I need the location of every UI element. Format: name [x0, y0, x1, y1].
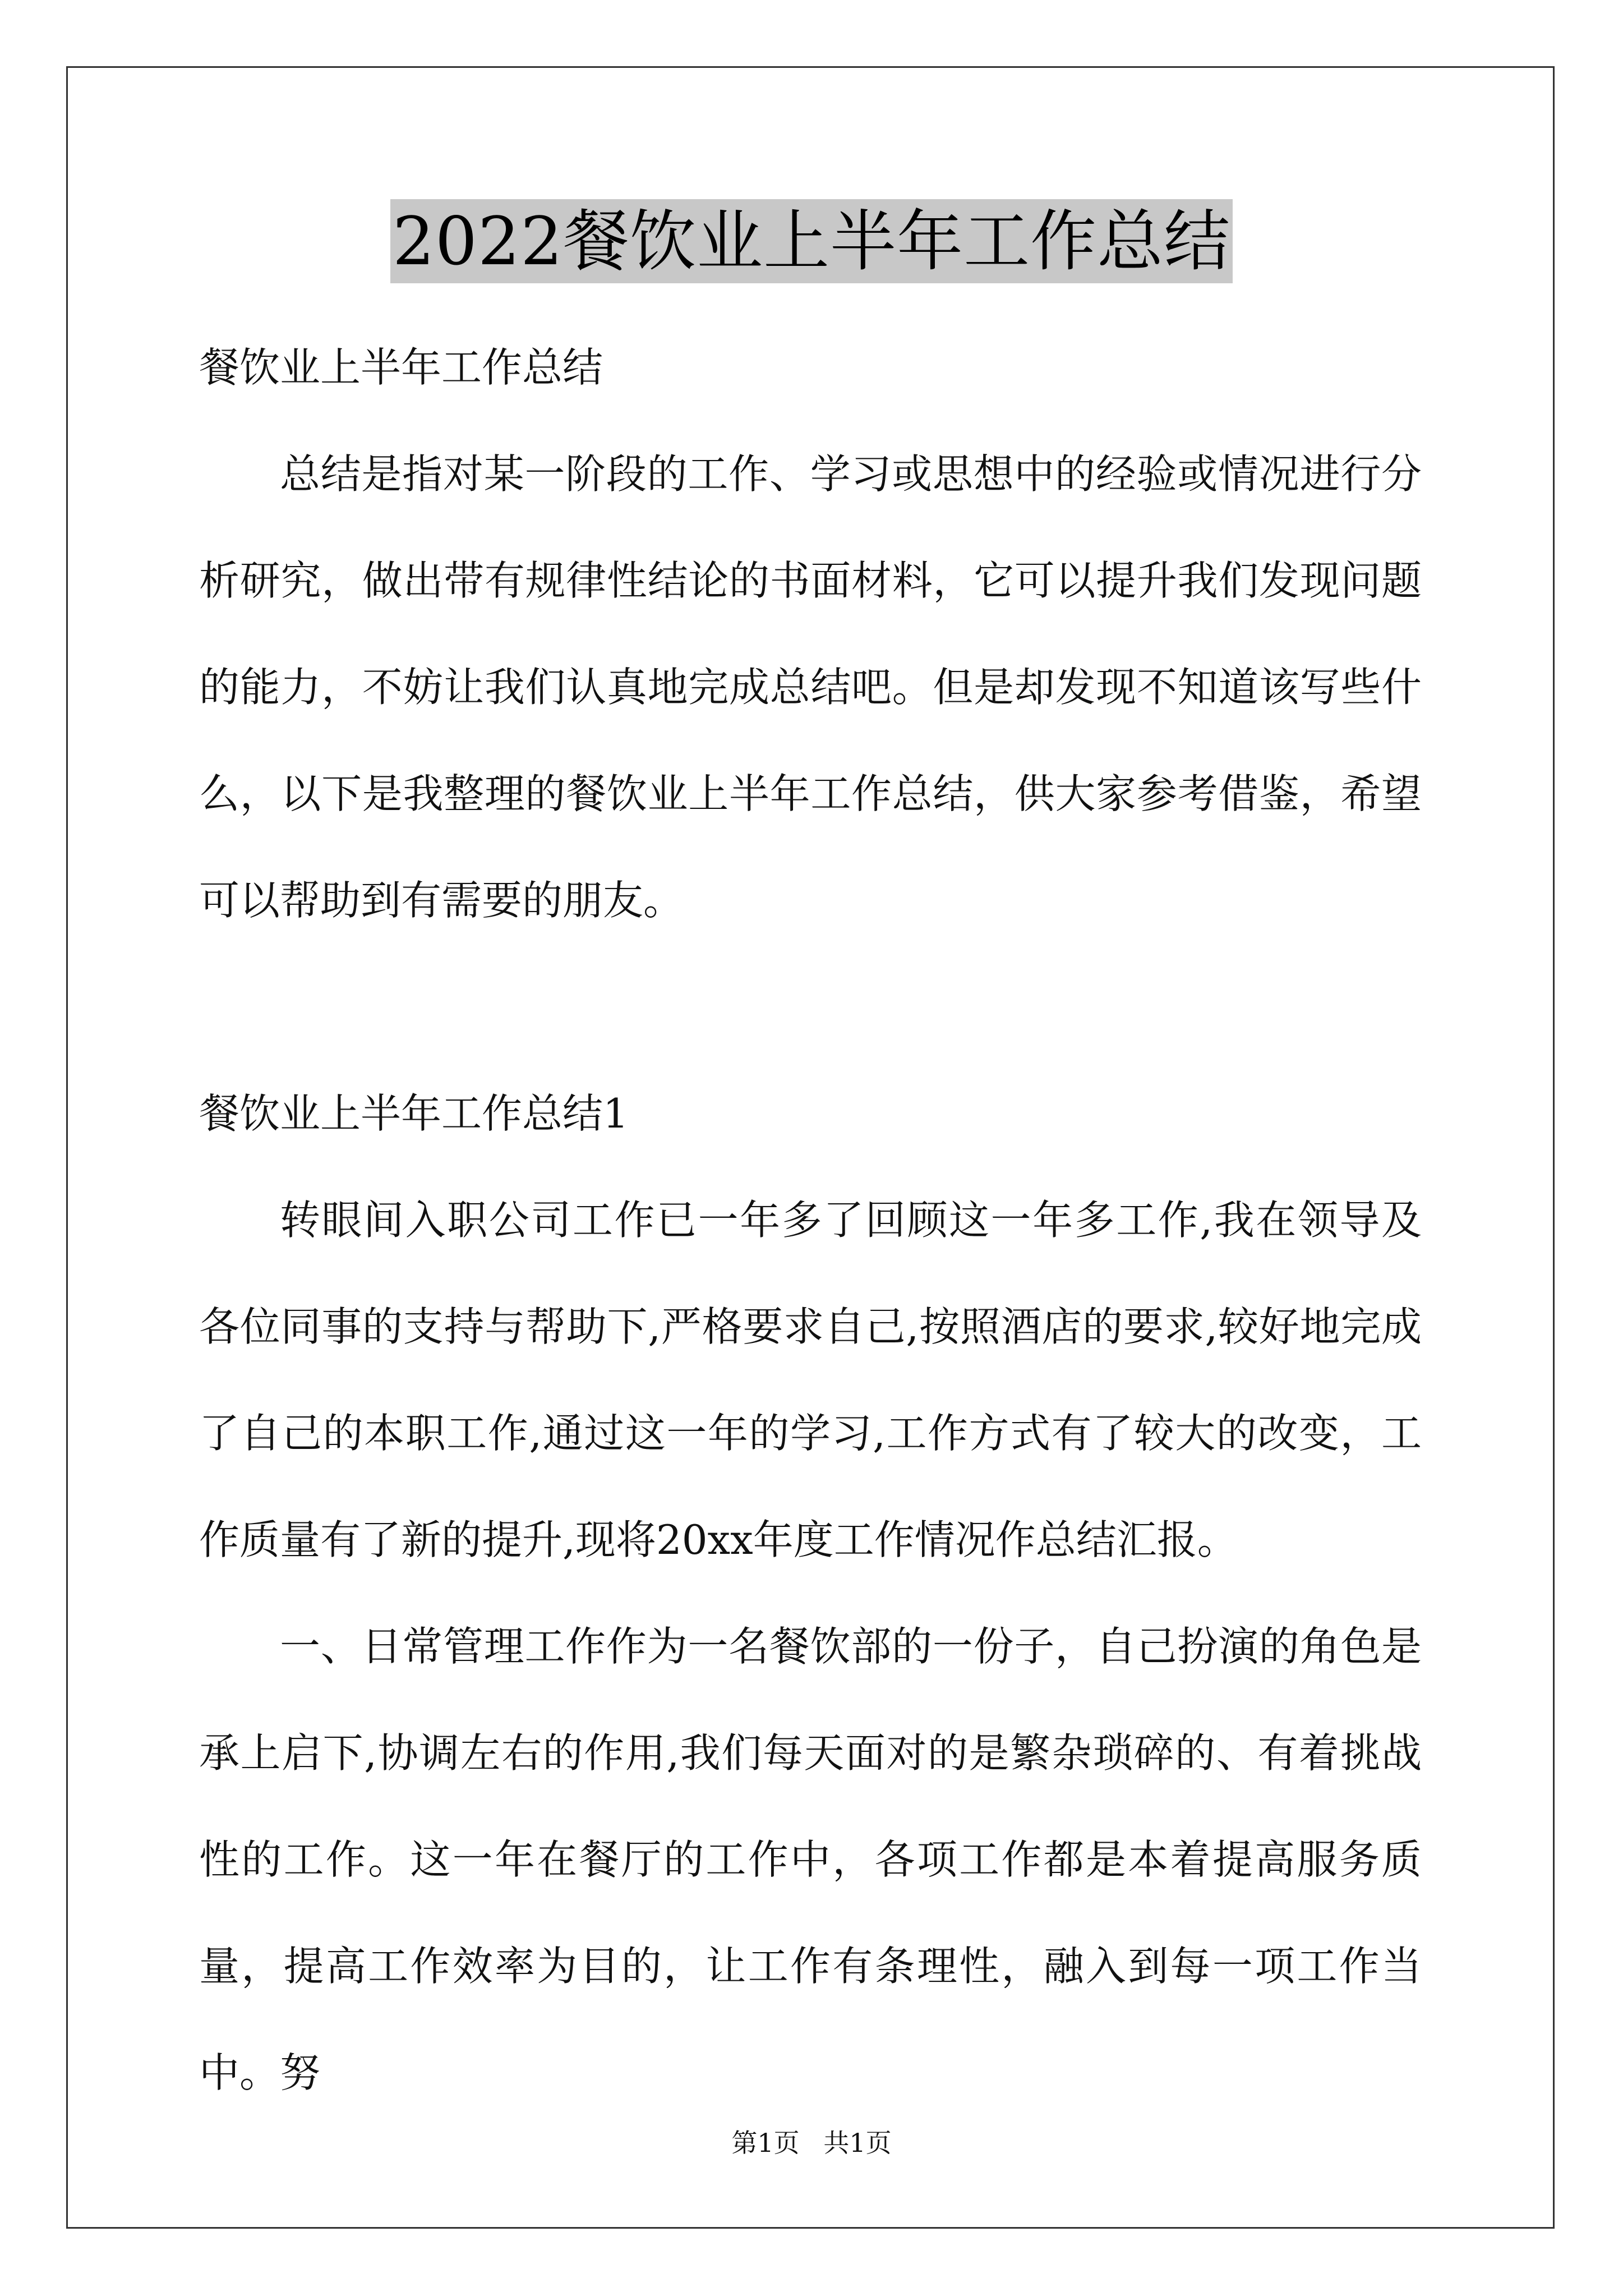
- spacer: [199, 954, 1422, 1060]
- page-footer: [0, 2126, 1623, 2160]
- page-total: 共1页: [823, 2128, 892, 2158]
- section-heading: 餐饮业上半年工作总结1: [199, 1090, 629, 1137]
- document-title: 2022餐饮业上半年工作总结: [390, 199, 1233, 283]
- page-number: 第1页: [731, 2128, 800, 2158]
- subtitle: 餐饮业上半年工作总结: [199, 344, 603, 391]
- section-paragraph-2: 一、日常管理工作作为一名餐饮部的一份子，自己扮演的角色是承上启下,协调左右的作用,我们每天面对的是繁杂琐碎的、有着挑战性的工作。这一年在餐厅的工作中，各项工作都是本着提高服务质量，提高工作效率为目的，让工作有条理性，融入到每一项工作当中。努: [199, 1623, 1422, 2096]
- title-container: [0, 199, 1623, 283]
- intro-paragraph: 总结是指对某一阶段的工作、学习或思想中的经验或情况进行分析研究，做出带有规律性结论的书面材料，它可以提升我们发现问题的能力，不妨让我们认真地完成总结吧。但是却发现不知道该写些什么，以下是我整理的餐饮业上半年工作总结，供大家参考借鉴，希望可以帮助到有需要的朋友。: [199, 450, 1422, 924]
- section-paragraph-1: 转眼间入职公司工作已一年多了回顾这一年多工作,我在领导及各位同事的支持与帮助下,严格要求自己,按照酒店的要求,较好地完成了自己的本职工作,通过这一年的学习,工作方式有了较大的改变，工作质量有了新的提升,现将20xx年度工作情况作总结汇报。: [199, 1197, 1422, 1563]
- document-body: [199, 314, 1422, 2126]
